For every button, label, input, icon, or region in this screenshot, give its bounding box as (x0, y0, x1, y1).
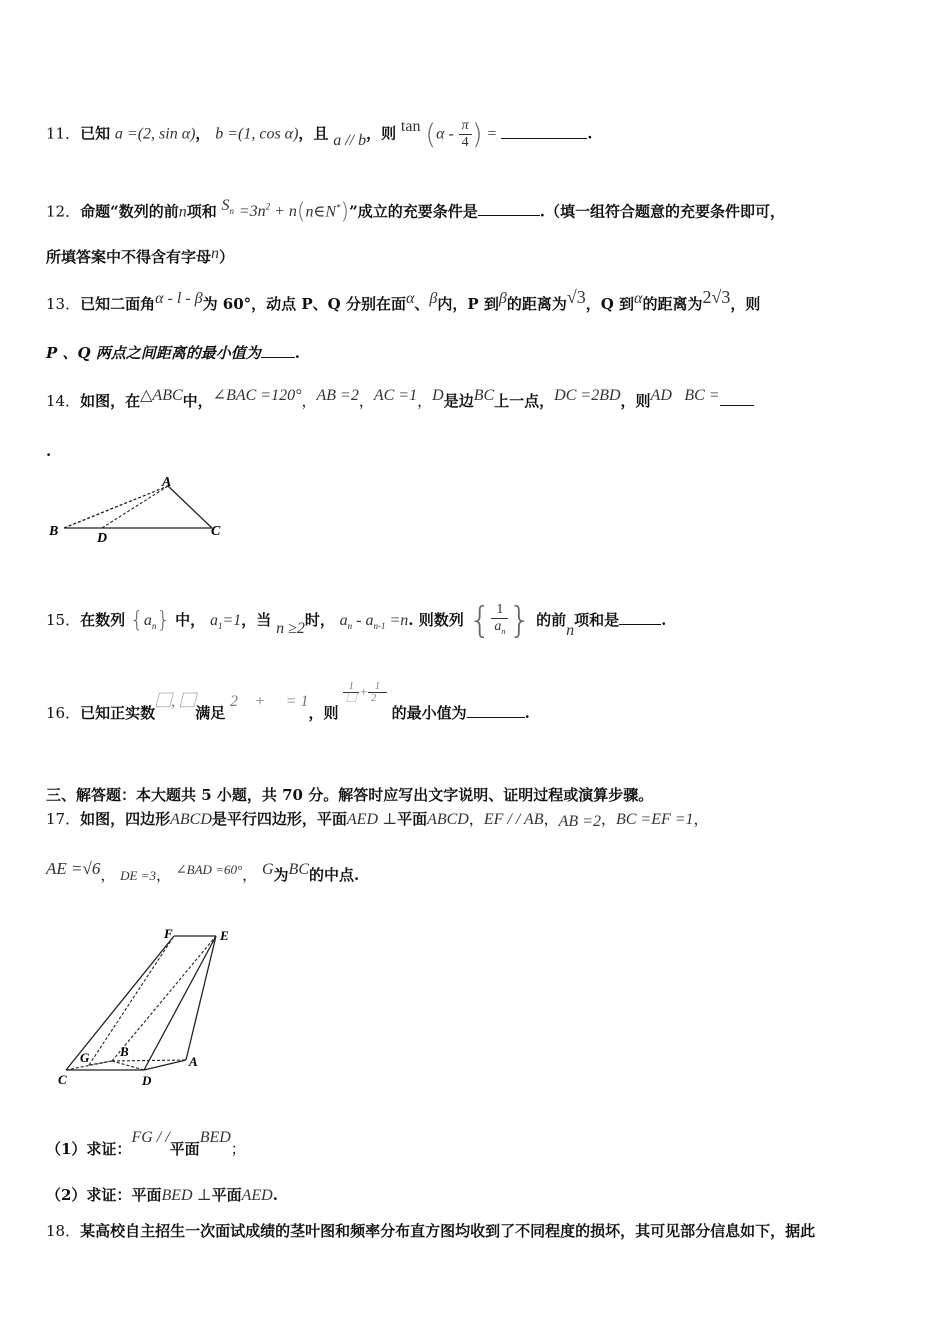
answer-blank[interactable] (261, 343, 295, 358)
label-d: D (97, 531, 108, 544)
answer-blank[interactable] (720, 391, 754, 406)
label-f: F (164, 926, 173, 941)
segment-ad (102, 486, 168, 528)
question-number: 11． (46, 124, 81, 143)
question-12: 12．命题“数列的前n项和 $S_n =3n^2$ + n(n∈N*)”成立的充要条件是 .（填一组符合题意的充要条件即可， (46, 197, 785, 225)
question-13-cont: P 、Q 两点之间距离的最小值为 . (46, 344, 301, 362)
question-15: 15．在数列 $\{a_n\}$ 中， $a_1=1$，当 n ≥2时， $a_n - a_{n-1} =n$. 则数列 { $\frac{1}{a_n}$ } 的前n项和是 . (46, 599, 667, 641)
question-17: 17．如图，四边形ABCD是平行四边形，平面AED ⊥平面ABCD，EF / / AB，AB =2，BC =EF =1， (46, 810, 709, 830)
side-ac (168, 486, 212, 528)
question-17-part-1: （1）求证：FG / /平面BED； (46, 1129, 246, 1158)
label-c: C (211, 524, 221, 539)
question-14: 14．如图，在△ABC中，∠BAC =120°，AB =2，AC =1，D是边BC上一点，DC =2BD，则AD⃞BC = (46, 390, 904, 413)
fraction-sum: $\frac{1}{⃞}$ + $\frac{1}{2⃞}$ (343, 680, 387, 704)
label-b: B (120, 1044, 129, 1059)
section-heading: 三、解答题：本大题共 5 小题，共 70 分。解答时应写出文字说明、证明过程或演算步骤。 (46, 786, 654, 804)
pi-over-4: $\frac{\pi}{4}$ (459, 118, 472, 151)
label-a: A (162, 475, 172, 490)
question-18: 18．某高校自主招生一次面试成绩的茎叶图和频率分布直方图均收到了不同程度的损坏，其可见部分信息如下，据此 (46, 1222, 816, 1240)
answer-blank[interactable] (478, 201, 540, 216)
question-16: 16．已知正实数⃞, ⃞满足 2⃞ + ⃞ = 1，则 $\frac{1}{⃞}$ + $\frac{1}{2⃞}$ 的最小值为 . (46, 680, 530, 722)
question-12-cont: 所填答案中不得含有字母n） (46, 245, 235, 266)
question-11: 11．已知 a =(2, sin α)， b =(1, cos α)，且 a // b，则 tan (α - $\frac{\pi}{4}$ ) = . (46, 117, 593, 151)
question-17-part-2: （2）求证：平面BED ⊥平面AED. (46, 1186, 278, 1204)
answer-blank[interactable] (619, 610, 661, 625)
figure-triangle-abc (44, 472, 234, 544)
label-b: B (49, 524, 59, 539)
label-g: G (80, 1050, 90, 1065)
label-c: C (58, 1072, 67, 1087)
label-a: A (189, 1054, 198, 1069)
side-ab (64, 486, 168, 528)
question-17-cont: AE =√6， DE =3， ∠BAD =60°， G为BC的中点. (46, 859, 360, 884)
question-13: 13．已知二面角α - l - β为 60°，动点 P、Q 分别在面α、β内，P 到β的距离为√3，Q 到α的距离为2√3，则 (46, 287, 761, 313)
label-d: D (142, 1073, 152, 1088)
answer-blank[interactable] (467, 703, 525, 718)
label-e: E (220, 928, 229, 943)
figure-solid-abcdef (52, 924, 252, 1094)
answer-blank[interactable] (501, 124, 587, 139)
